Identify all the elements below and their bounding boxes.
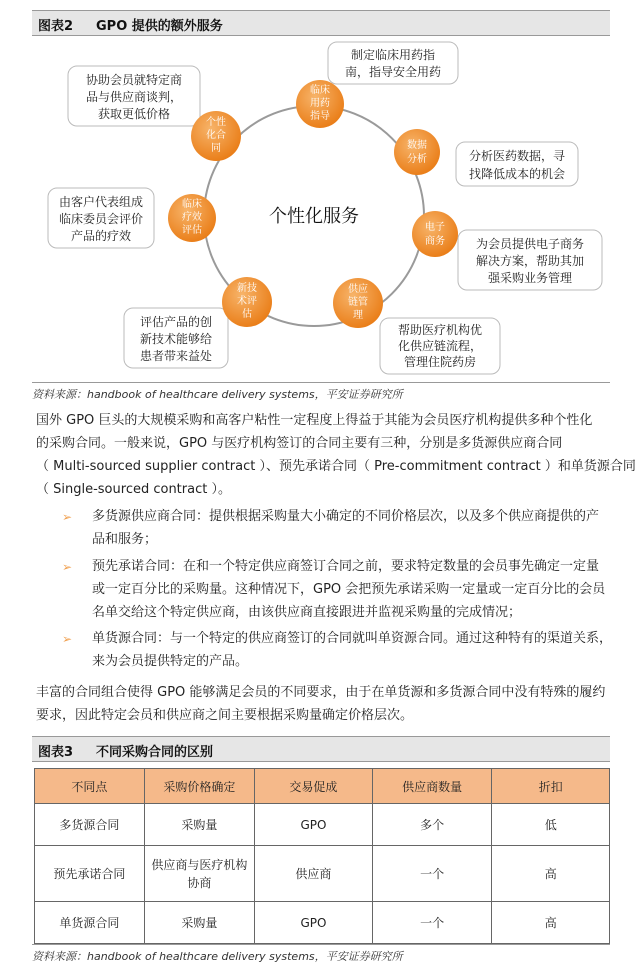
desc-box-clinical-eval bbox=[48, 188, 154, 248]
svg-text:供应: 供应 bbox=[348, 284, 368, 295]
svg-text:管理住院药房: 管理住院药房 bbox=[403, 355, 477, 369]
table-cell: 一个 bbox=[372, 846, 491, 902]
svg-text:为会员提供电子商务: 为会员提供电子商务 bbox=[475, 237, 585, 251]
desc-box-ecommerce bbox=[458, 230, 602, 290]
svg-text:链管: 链管 bbox=[348, 297, 368, 308]
svg-text:由客户代表组成: 由客户代表组成 bbox=[58, 195, 144, 209]
svg-text:电子: 电子 bbox=[425, 222, 445, 233]
center-label: 个性化服务 bbox=[269, 206, 359, 227]
svg-text:强采购业务管理: 强采购业务管理 bbox=[487, 271, 573, 285]
svg-text:临床: 临床 bbox=[182, 199, 202, 210]
node-clinical-eval bbox=[168, 194, 216, 242]
svg-text:指导: 指导 bbox=[310, 111, 330, 122]
desc-box-custom-contract bbox=[68, 66, 200, 126]
table-cell: 高 bbox=[492, 902, 610, 944]
desc-box-new-tech bbox=[124, 308, 228, 368]
bullet-arrow-icon: ➢ bbox=[62, 560, 73, 574]
node-supply-chain bbox=[333, 278, 383, 328]
table-cell: 采购量 bbox=[144, 804, 254, 846]
node-custom-contract bbox=[191, 111, 241, 161]
svg-text:找降低成本的机会: 找降低成本的机会 bbox=[468, 167, 566, 181]
svg-text:数据: 数据 bbox=[407, 140, 427, 151]
svg-text:分析: 分析 bbox=[407, 154, 427, 165]
svg-text:疗效: 疗效 bbox=[182, 212, 202, 223]
intro-line-3: （ Multi-sourced supplier contract ）、预先承诺合同（ Pre-commitment contract ）和单货源合同 bbox=[36, 459, 636, 474]
bullet-2-line-1: 预先承诺合同：在和一个特定供应商签订合同之前，要求特定数量的会员事先确定一定量 bbox=[92, 559, 600, 574]
intro-line-1: 国外 GPO 巨头的大规模采购和高客户粘性一定程度上得益于其能为会员医疗机构提供多种个性化 bbox=[36, 413, 593, 428]
figure2-source: 资料来源：handbook of healthcare delivery systems，平安证券研究所 bbox=[32, 382, 610, 402]
figure2-number: 图表2 bbox=[38, 19, 74, 34]
svg-text:协助会员就特定商: 协助会员就特定商 bbox=[85, 73, 183, 87]
table-cell: 多个 bbox=[372, 804, 491, 846]
desc-box-data-analysis bbox=[456, 142, 578, 186]
node-data-analysis bbox=[394, 129, 440, 175]
figure3-source: 资料来源：handbook of healthcare delivery systems，平安证券研究所 bbox=[32, 944, 610, 964]
svg-text:临床: 临床 bbox=[310, 85, 330, 96]
intro-line-2: 的采购合同。一般来说，GPO 与医疗机构签订的合同主要有三种，分别是多货源供应商合同 bbox=[36, 436, 563, 451]
figure3-number: 图表3 bbox=[38, 745, 74, 760]
intro-line-4: （ Single-sourced contract ）。 bbox=[36, 482, 231, 497]
svg-text:制定临床用药指: 制定临床用药指 bbox=[350, 48, 436, 62]
table-cell: 供应商与医疗机构协商 bbox=[144, 846, 254, 902]
svg-text:化供应链流程，: 化供应链流程， bbox=[397, 339, 483, 353]
svg-text:获取更低价格: 获取更低价格 bbox=[97, 107, 171, 121]
svg-text:个性: 个性 bbox=[206, 117, 226, 128]
bullet-3-line-2: 来为会员提供特定的产品。 bbox=[92, 654, 249, 669]
svg-text:临床委员会评价: 临床委员会评价 bbox=[58, 212, 144, 226]
figure2-title: GPO 提供的额外服务 bbox=[96, 19, 223, 34]
svg-text:分析医药数据，寻: 分析医药数据，寻 bbox=[468, 149, 566, 163]
services-diagram bbox=[32, 36, 610, 381]
desc-box-supply-chain bbox=[380, 318, 500, 374]
svg-text:患者带来益处: 患者带来益处 bbox=[139, 349, 213, 363]
table-cell: 低 bbox=[492, 804, 610, 846]
table-cell: GPO bbox=[254, 902, 372, 944]
svg-text:化合: 化合 bbox=[206, 130, 226, 141]
table-cell: 单货源合同 bbox=[35, 902, 145, 944]
table-header-cell: 交易促成 bbox=[254, 769, 372, 804]
svg-text:帮助医疗机构优: 帮助医疗机构优 bbox=[397, 323, 483, 337]
bullet-arrow-icon: ➢ bbox=[62, 632, 73, 646]
desc-box-clinical-guide bbox=[328, 42, 458, 84]
svg-text:同: 同 bbox=[211, 143, 221, 154]
svg-text:评估: 评估 bbox=[182, 225, 202, 236]
bullet-arrow-icon: ➢ bbox=[62, 510, 73, 524]
bullet-2-line-2: 或一定百分比的采购量。这种情况下，GPO 会把预先承诺采购一定量或一定百分比的会员 bbox=[92, 582, 606, 597]
bullet-1-line-1: 多货源供应商合同：提供根据采购量大小确定的不同价格层次，以及多个供应商提供的产 bbox=[92, 509, 600, 524]
svg-text:商务: 商务 bbox=[425, 236, 445, 247]
figure2-header bbox=[32, 10, 610, 36]
closing-line-2: 要求，因此特定会员和供应商之间主要根据采购量确定价格层次。 bbox=[36, 708, 414, 723]
table-header-cell: 不同点 bbox=[35, 769, 145, 804]
table-cell: 预先承诺合同 bbox=[35, 846, 145, 902]
figure3-header bbox=[32, 736, 610, 762]
svg-text:解决方案，帮助其加: 解决方案，帮助其加 bbox=[475, 254, 585, 268]
bullet-2-line-3: 名单交给这个特定供应商，由该供应商直接跟进并监视采购量的完成情况； bbox=[92, 605, 522, 620]
svg-text:用药: 用药 bbox=[310, 98, 330, 109]
table-header-row bbox=[35, 769, 610, 804]
svg-text:评估产品的创: 评估产品的创 bbox=[139, 315, 213, 329]
bullet-1-line-2: 品和服务； bbox=[92, 532, 158, 547]
table-cell: 供应商 bbox=[254, 846, 372, 902]
table-header-cell: 供应商数量 bbox=[372, 769, 491, 804]
table-cell: GPO bbox=[254, 804, 372, 846]
node-clinical-guide bbox=[296, 80, 344, 128]
svg-text:术评: 术评 bbox=[237, 296, 257, 307]
figure3-title: 不同采购合同的区别 bbox=[96, 745, 214, 760]
contract-comparison-table bbox=[34, 768, 610, 944]
svg-text:理: 理 bbox=[353, 310, 363, 321]
svg-text:南，指导安全用药: 南，指导安全用药 bbox=[344, 65, 442, 79]
table-row bbox=[35, 804, 610, 846]
svg-text:品与供应商谈判，: 品与供应商谈判， bbox=[85, 90, 183, 104]
bullet-3-line-1: 单货源合同：与一个特定的供应商签订的合同就叫单资源合同。通过这种特有的渠道关系， bbox=[92, 631, 613, 646]
table-cell: 高 bbox=[492, 846, 610, 902]
table-cell: 采购量 bbox=[144, 902, 254, 944]
svg-text:产品的疗效: 产品的疗效 bbox=[70, 229, 132, 243]
table-header-cell: 采购价格确定 bbox=[144, 769, 254, 804]
table-cell: 多货源合同 bbox=[35, 804, 145, 846]
table-cell: 一个 bbox=[372, 902, 491, 944]
svg-text:新技: 新技 bbox=[237, 283, 257, 294]
table-row bbox=[35, 846, 610, 902]
svg-text:估: 估 bbox=[242, 309, 252, 320]
node-ecommerce bbox=[412, 211, 458, 257]
closing-line-1: 丰富的合同组合使得 GPO 能够满足会员的不同要求，由于在单货源和多货源合同中没有特殊的履约 bbox=[36, 685, 606, 700]
table-header-cell: 折扣 bbox=[492, 769, 610, 804]
svg-text:新技术能够给: 新技术能够给 bbox=[139, 332, 213, 346]
node-new-tech bbox=[222, 277, 272, 327]
table-row bbox=[35, 902, 610, 944]
